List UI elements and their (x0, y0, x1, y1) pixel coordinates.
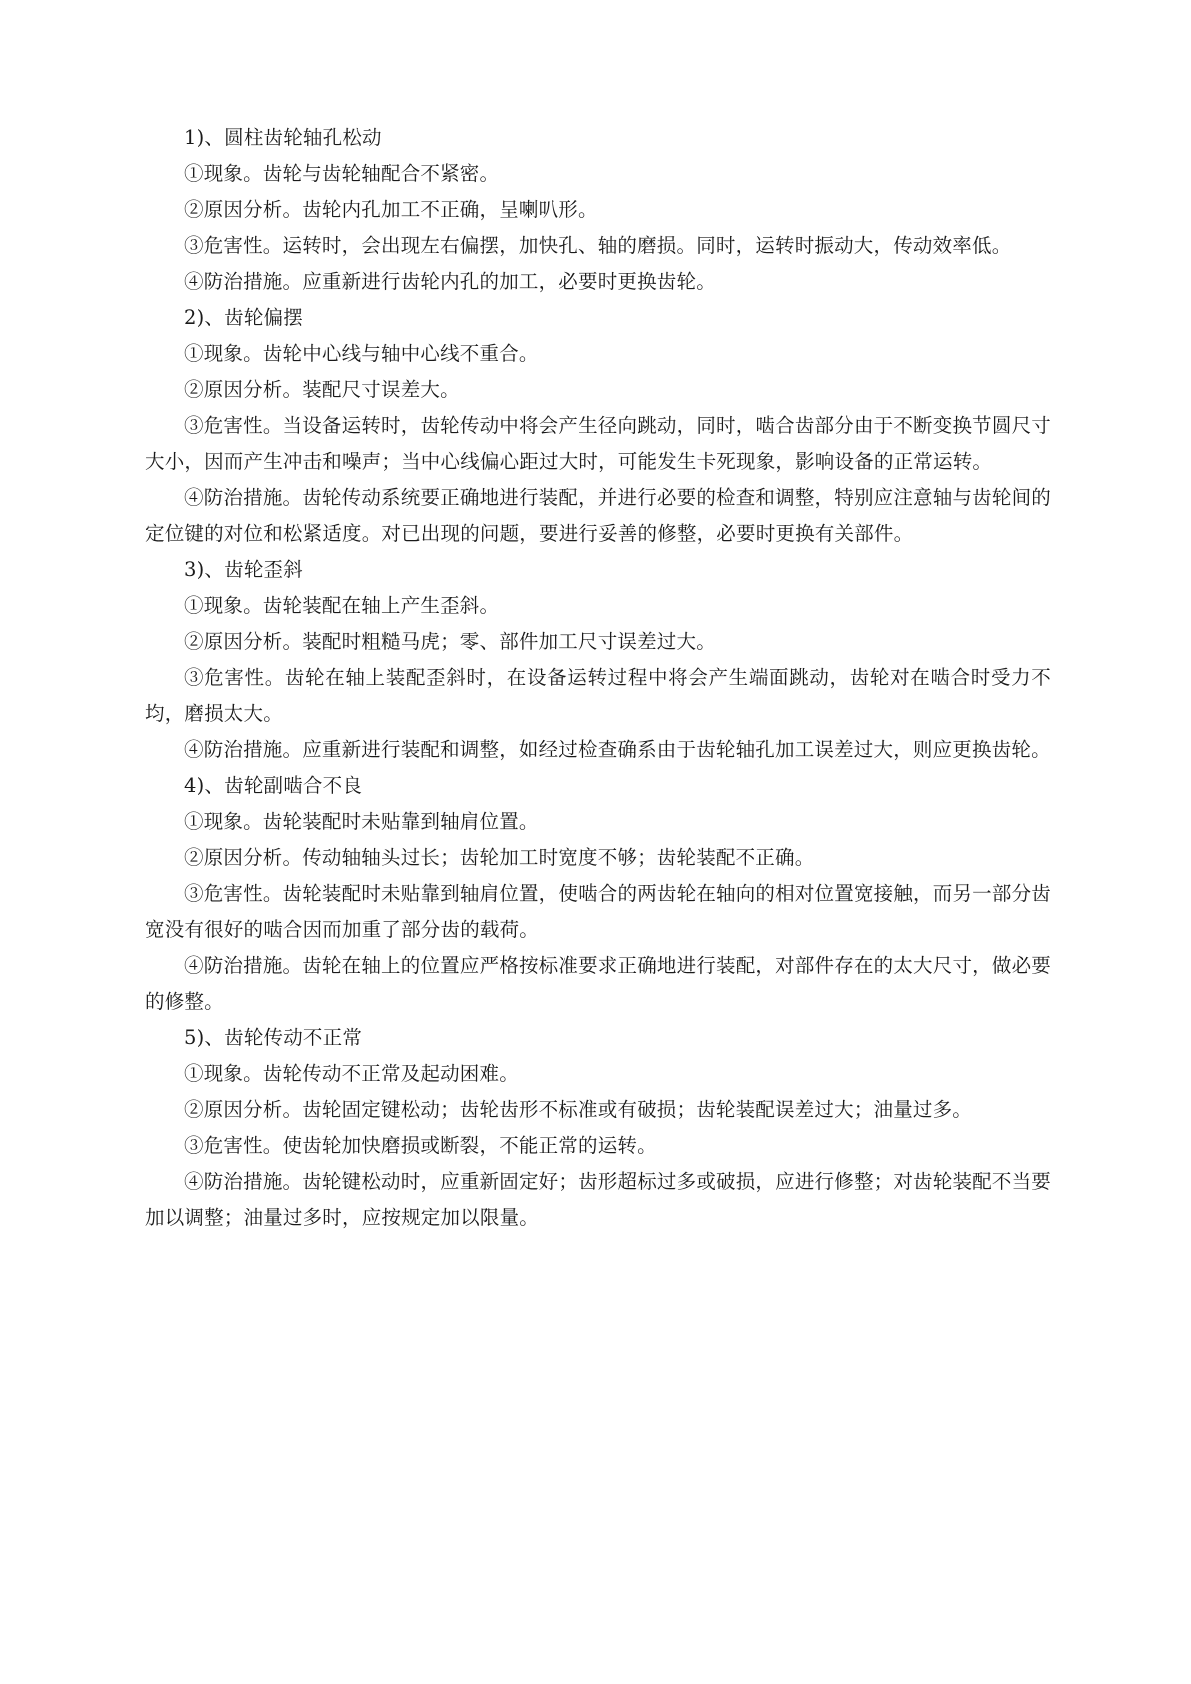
paragraph: ④防治措施。应重新进行齿轮内孔的加工，必要时更换齿轮。 (184, 270, 716, 293)
section-heading-3: 3)、齿轮歪斜 (184, 558, 303, 581)
paragraph: ①现象。齿轮传动不正常及起动困难。 (184, 1062, 519, 1085)
section-heading-1: 1)、圆柱齿轮轴孔松动 (184, 126, 382, 149)
paragraph: ④防治措施。齿轮传动系统要正确地进行装配，并进行必要的检查和调整，特别应注意轴与齿轮间的定位键的对位和松紧适度。对已出现的问题，要进行妥善的修整，必要时更换有关部件。 (145, 486, 1051, 545)
section-heading-2: 2)、齿轮偏摆 (184, 306, 303, 329)
paragraph: ③危害性。齿轮在轴上装配歪斜时，在设备运转过程中将会产生端面跳动，齿轮对在啮合时受力不均，磨损太大。 (145, 666, 1051, 725)
paragraph: ③危害性。齿轮装配时未贴靠到轴肩位置，使啮合的两齿轮在轴向的相对位置宽接触，而另一部分齿宽没有很好的啮合因而加重了部分齿的载荷。 (145, 882, 1051, 941)
paragraph: ④防治措施。齿轮键松动时，应重新固定好；齿形超标过多或破损，应进行修整；对齿轮装配不当要加以调整；油量过多时，应按规定加以限量。 (145, 1170, 1051, 1229)
paragraph: ③危害性。使齿轮加快磨损或断裂，不能正常的运转。 (184, 1134, 657, 1157)
section-heading-5: 5)、齿轮传动不正常 (184, 1026, 363, 1049)
paragraph: ③危害性。当设备运转时，齿轮传动中将会产生径向跳动，同时，啮合齿部分由于不断变换节圆尺寸大小，因而产生冲击和噪声；当中心线偏心距过大时，可能发生卡死现象，影响设备的正常运转。 (145, 414, 1051, 473)
paragraph: ④防治措施。应重新进行装配和调整，如经过检查确系由于齿轮轴孔加工误差过大，则应更换齿轮。 (184, 738, 1051, 761)
paragraph: ①现象。齿轮装配在轴上产生歪斜。 (184, 594, 500, 617)
paragraph: ②原因分析。装配尺寸误差大。 (184, 378, 460, 401)
paragraph: ①现象。齿轮与齿轮轴配合不紧密。 (184, 162, 500, 185)
paragraph: ③危害性。运转时，会出现左右偏摆，加快孔、轴的磨损。同时，运转时振动大，传动效率低。 (184, 234, 1012, 257)
paragraph: ②原因分析。装配时粗糙马虎；零、部件加工尺寸误差过大。 (184, 630, 716, 653)
paragraph: ②原因分析。齿轮固定键松动；齿轮齿形不标准或有破损；齿轮装配误差过大；油量过多。 (184, 1098, 973, 1121)
paragraph: ①现象。齿轮装配时未贴靠到轴肩位置。 (184, 810, 539, 833)
paragraph: ④防治措施。齿轮在轴上的位置应严格按标准要求正确地进行装配，对部件存在的太大尺寸，做必要的修整。 (145, 954, 1051, 1013)
paragraph: ②原因分析。传动轴轴头过长；齿轮加工时宽度不够；齿轮装配不正确。 (184, 846, 815, 869)
paragraph: ②原因分析。齿轮内孔加工不正确，呈喇叭形。 (184, 198, 598, 221)
paragraph: ①现象。齿轮中心线与轴中心线不重合。 (184, 342, 539, 365)
section-heading-4: 4)、齿轮副啮合不良 (184, 774, 363, 797)
document-body (145, 120, 1051, 1236)
